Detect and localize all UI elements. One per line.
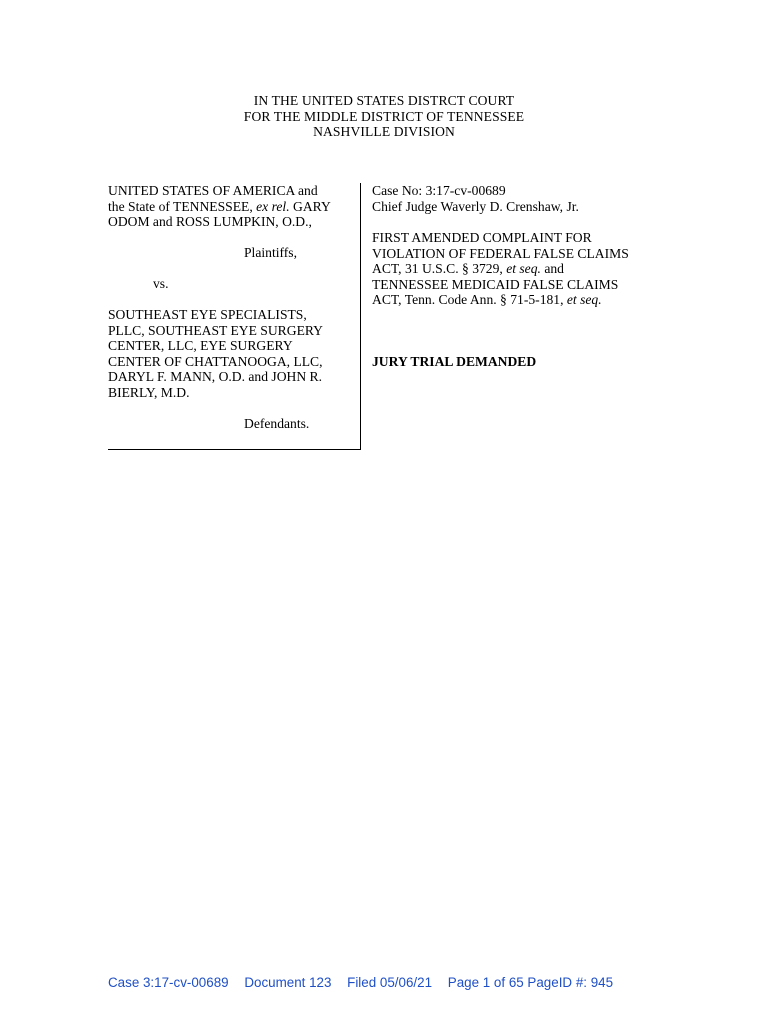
jury-demand: JURY TRIAL DEMANDED: [372, 354, 537, 369]
defendant-line: DARYL F. MANN, O.D. and JOHN R.: [108, 369, 323, 385]
plaintiff-line-2-text-a: the State of TENNESSEE,: [108, 198, 257, 214]
title-line-3-text-b: and: [540, 261, 564, 277]
title-line-3-text-a: ACT, 31 U.S.C. § 3729,: [372, 261, 507, 277]
plaintiff-line-1: UNITED STATES OF AMERICA and: [108, 183, 318, 198]
case-number: Case No: 3:17-cv-00689: [372, 183, 506, 198]
title-line-5-text-a: ACT, Tenn. Code Ann. § 71-5-181,: [372, 292, 567, 308]
footer-filed-date: Filed 05/06/21: [347, 975, 433, 990]
court-district: FOR THE MIDDLE DISTRICT OF TENNESSEE: [243, 108, 525, 124]
plaintiff-line-2: [108, 199, 331, 215]
judge-name: Chief Judge Waverly D. Crenshaw, Jr.: [372, 198, 579, 214]
defendant-line: CENTER OF CHATTANOOGA, LLC,: [108, 353, 323, 369]
court-header: [0, 93, 768, 140]
plaintiff-line-2-text-b: GARY: [289, 198, 331, 214]
complaint-title-line-2: VIOLATION OF FEDERAL FALSE CLAIMS: [372, 245, 629, 261]
defendant-line: SOUTHEAST EYE SPECIALISTS,: [108, 307, 307, 322]
footer-page-info: Page 1 of 65 PageID #: 945: [447, 975, 614, 990]
defendant-line: PLLC, SOUTHEAST EYE SURGERY: [108, 322, 324, 338]
et-seq-text: et seq.: [566, 292, 602, 308]
footer-case-number: Case 3:17-cv-00689: [108, 975, 229, 990]
defendants-label: Defendants.: [244, 416, 310, 431]
court-name: IN THE UNITED STATES DISTRCT COURT: [253, 93, 515, 108]
complaint-title-line-4: TENNESSEE MEDICAID FALSE CLAIMS: [372, 276, 619, 292]
plaintiff-line-3: ODOM and ROSS LUMPKIN, O.D.,: [108, 214, 312, 230]
caption-parties-box: [108, 183, 361, 450]
defendant-line: CENTER, LLC, EYE SURGERY: [108, 338, 293, 354]
plaintiffs-label: Plaintiffs,: [244, 245, 297, 260]
complaint-title-line-5: [372, 292, 602, 308]
ex-rel-text: ex rel.: [256, 198, 290, 214]
et-seq-text: et seq.: [506, 261, 541, 277]
complaint-title-line-1: FIRST AMENDED COMPLAINT FOR: [372, 230, 592, 245]
versus-label: vs.: [153, 276, 169, 291]
defendant-line: BIERLY, M.D.: [108, 385, 190, 400]
complaint-title-line-3: [372, 261, 564, 277]
court-division: NASHVILLE DIVISION: [313, 124, 455, 140]
footer-document-number: Document 123: [244, 975, 332, 990]
ecf-footer-stamp: [108, 975, 613, 991]
